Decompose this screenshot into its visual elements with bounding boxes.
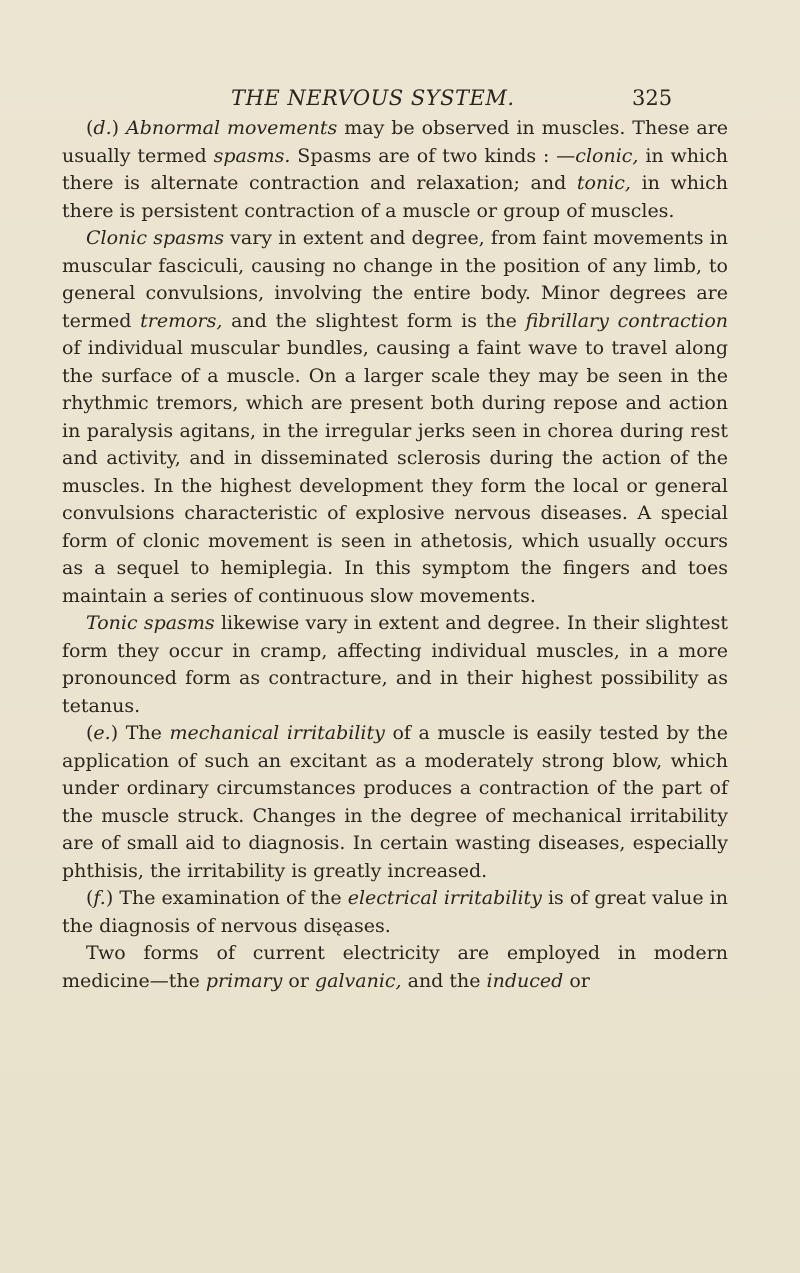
paragraph bbox=[62, 610, 728, 720]
italic-text: tonic, bbox=[576, 172, 631, 194]
text-run: in which there is alternate contraction and relaxation; and bbox=[62, 144, 729, 194]
italic-text: Clonic spasms bbox=[86, 227, 224, 249]
paragraph bbox=[62, 940, 728, 995]
text-run: and the bbox=[401, 969, 487, 992]
body-text bbox=[62, 115, 728, 995]
paragraph bbox=[62, 885, 728, 940]
text-run: Spasms are of two kinds : — bbox=[290, 144, 576, 167]
text-run: of a muscle is easily tested by the application of such an excitant as a moderately strong blow, which under ordinary circumstances produces a contraction of the part of the muscle struck. Changes in the degree of mechanical irritability are of small aid to diagnosis. In certain wasting diseases, especially phthisis, the irritability is greatly increased. bbox=[62, 722, 728, 882]
text-run: in which there is persistent contraction of a muscle or group of muscles. bbox=[62, 172, 728, 222]
text-run: vary in extent and degree, from faint movements in muscular fasciculi, causing no change in the position of any limb, to general convulsions, involving the entire body. Minor degrees are termed bbox=[62, 227, 728, 332]
text-run: ( bbox=[86, 117, 94, 139]
text-run: ( bbox=[86, 887, 94, 909]
italic-text: e. bbox=[93, 722, 111, 744]
italic-text: electrical irritability bbox=[347, 887, 542, 909]
text-run: and the slightest form is the bbox=[222, 309, 526, 332]
paragraph bbox=[62, 720, 728, 885]
page-number: 325 bbox=[632, 86, 673, 110]
italic-text: primary bbox=[205, 969, 283, 992]
text-run: or bbox=[282, 969, 315, 992]
text-run: is of great value in the diagnosis of nervous disęases. bbox=[62, 887, 728, 937]
italic-text: fibrillary contraction bbox=[525, 309, 728, 332]
italic-text: Tonic spasms bbox=[86, 612, 215, 634]
text-run: or bbox=[563, 969, 590, 992]
text-run: likewise vary in extent and degree. In their slightest form they occur in cramp, affecting individual muscles, in a more pronounced form as contracture, and in their highest possibility as tetanus. bbox=[62, 612, 729, 717]
italic-text: tremors, bbox=[140, 309, 223, 332]
italic-text: mechanical irritability bbox=[169, 722, 385, 744]
paragraph bbox=[62, 225, 728, 610]
italic-text: Abnormal movements bbox=[125, 117, 338, 139]
italic-text: galvanic, bbox=[314, 969, 402, 992]
paragraph bbox=[62, 115, 728, 225]
italic-text: clonic, bbox=[575, 144, 639, 167]
running-title: THE NERVOUS SYSTEM. bbox=[231, 86, 515, 110]
italic-text: d. bbox=[93, 117, 112, 139]
text-run: ( bbox=[86, 722, 94, 744]
text-run: Two forms of current electricity are employed in modern medicine—the bbox=[62, 942, 728, 992]
text-run: ) bbox=[111, 117, 126, 139]
page-header bbox=[0, 86, 800, 112]
italic-text: spasms. bbox=[213, 144, 291, 167]
text-run: ) The bbox=[110, 722, 170, 744]
text-run: of individual muscular bundles, causing a faint wave to travel along the surface of a muscle. On a larger scale they may be seen in the rhythmic tremors, which are present both during repose and action in paralysis agitans, in the irregular jerks seen in chorea during rest and activity, and in disseminated sclerosis during the action of the muscles. In the highest development they form the local or general convulsions characteristic of explosive nervous diseases. A special form of clonic movement is seen in athetosis, which usually occurs as a sequel to hemiplegia. In this symptom the fingers and toes maintain a series of continuous slow movements. bbox=[62, 337, 728, 607]
text-run: may be observed in muscles. These are usually termed bbox=[62, 117, 729, 167]
italic-text: f. bbox=[93, 887, 106, 909]
text-run: ) The examination of the bbox=[105, 887, 348, 909]
italic-text: induced bbox=[486, 969, 564, 992]
